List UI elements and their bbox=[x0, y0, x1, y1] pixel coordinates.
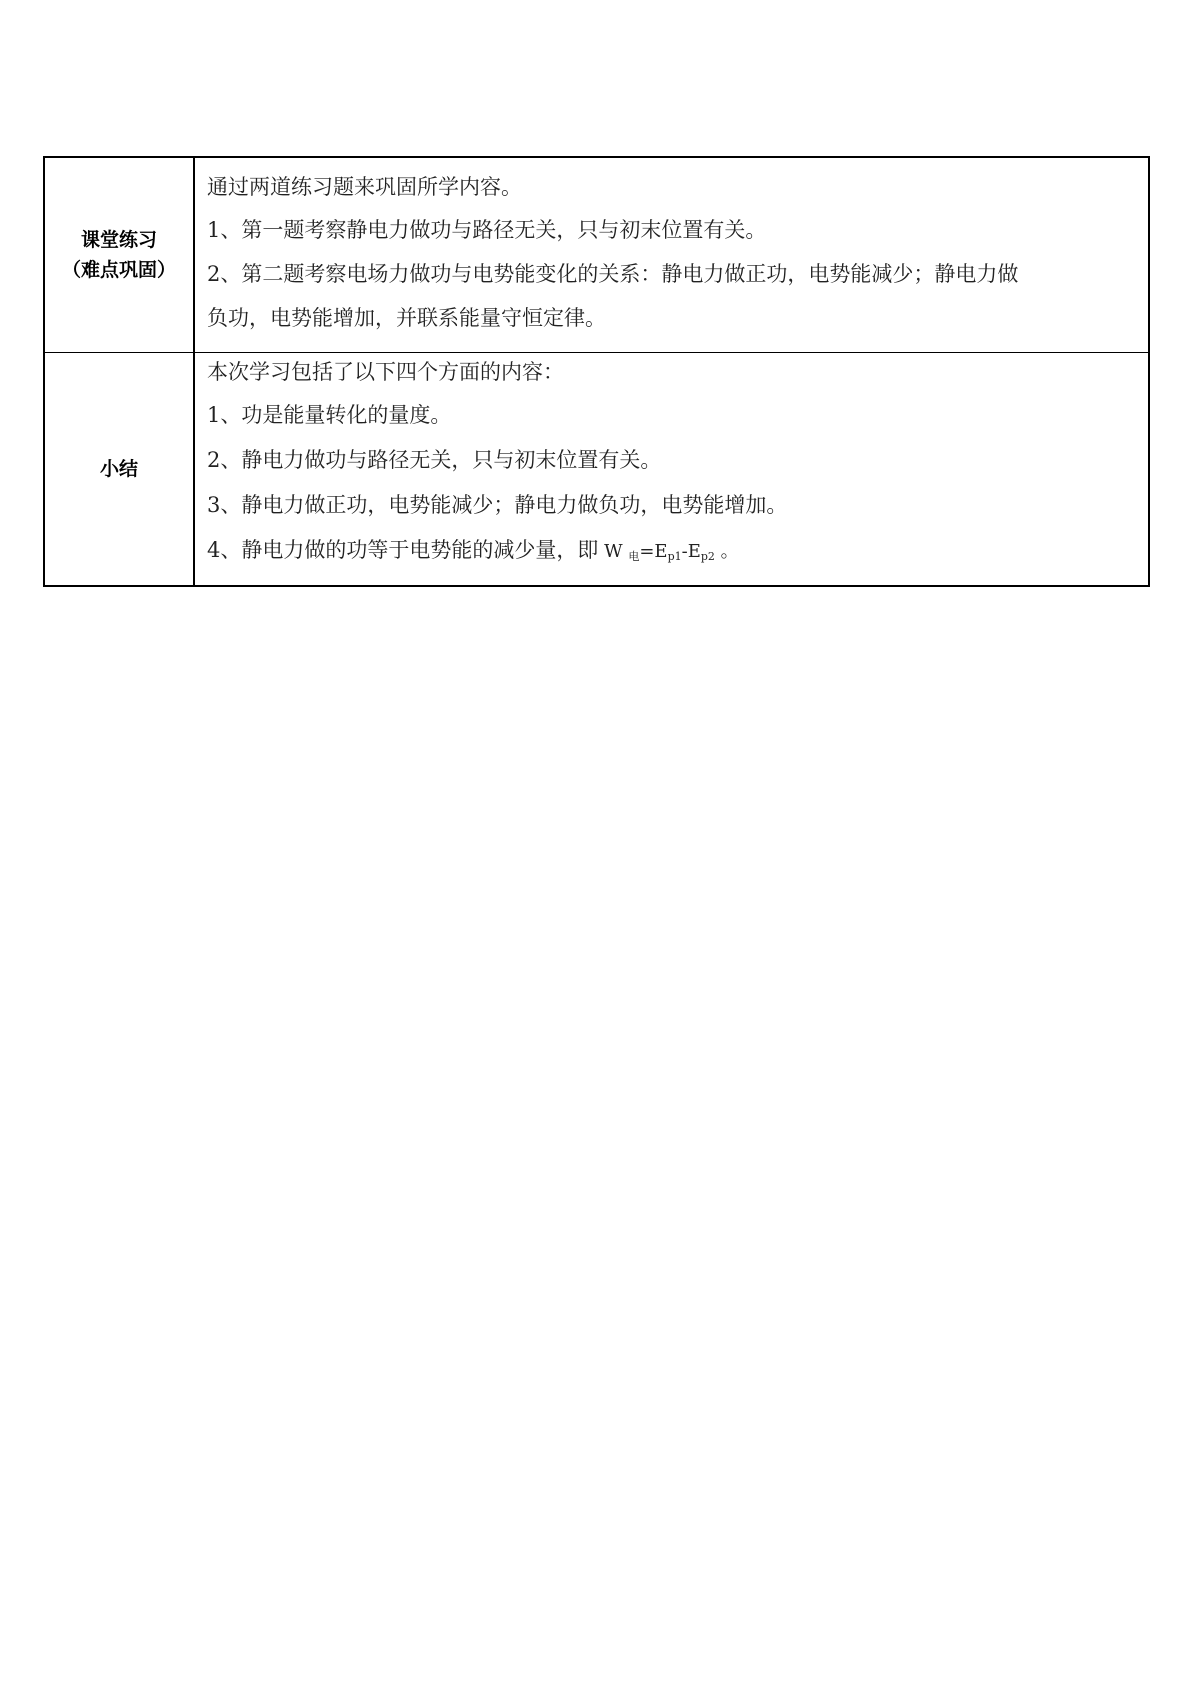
content-line: 通过两道练习题来巩固所学内容。 bbox=[207, 175, 522, 199]
table-row-practice bbox=[44, 157, 1149, 352]
content-line: 2、第二题考察电场力做功与电势能变化的关系：静电力做正功，电势能减少；静电力做 bbox=[207, 262, 1019, 286]
content-line: 负功，电势能增加，并联系能量守恒定律。 bbox=[207, 306, 606, 330]
formula-p1-subscript: p1 bbox=[667, 549, 682, 563]
row-label-summary bbox=[44, 352, 194, 586]
content-line: 2、静电力做功与路径无关，只与初末位置有关。 bbox=[207, 447, 662, 472]
content-line: 1、功是能量转化的量度。 bbox=[207, 402, 452, 427]
content-line-formula bbox=[207, 528, 1138, 579]
row-label-practice bbox=[44, 157, 194, 352]
formula-eq: =E bbox=[639, 540, 668, 562]
content-line: 1、第一题考察静电力做功与路径无关，只与初末位置有关。 bbox=[207, 218, 767, 242]
formula-end: 。 bbox=[720, 540, 739, 562]
formula-w-subscript: 电 bbox=[628, 549, 640, 563]
row-content-practice bbox=[194, 157, 1149, 352]
work-energy-formula bbox=[598, 541, 738, 562]
content-line: 本次学习包括了以下四个方面的内容： bbox=[207, 359, 564, 384]
table-row-summary bbox=[44, 352, 1149, 586]
formula-lead-text: 4、静电力做的功等于电势能的减少量，即 bbox=[207, 537, 599, 562]
row-label-line: 课堂练习 bbox=[80, 228, 157, 251]
formula-minus: -E bbox=[681, 540, 701, 562]
lesson-table bbox=[43, 156, 1150, 587]
formula-p2-subscript: p2 bbox=[700, 549, 715, 563]
row-label-line: （难点巩固） bbox=[61, 258, 176, 281]
content-line: 3、静电力做正功，电势能减少；静电力做负功，电势能增加。 bbox=[207, 492, 788, 517]
row-content-summary bbox=[194, 352, 1149, 586]
row-label-line: 小结 bbox=[99, 457, 138, 480]
formula-w: W bbox=[604, 540, 623, 562]
